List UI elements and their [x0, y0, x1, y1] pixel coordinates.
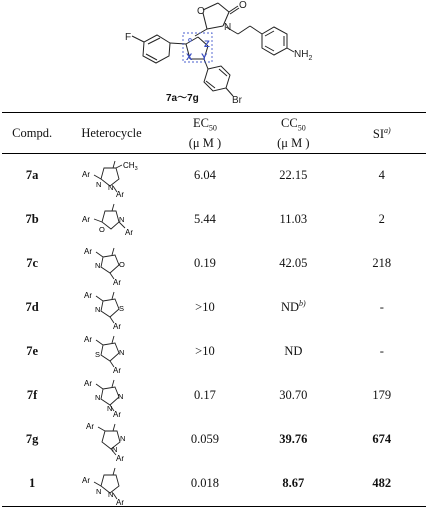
svg-text:Ar: Ar: [115, 497, 124, 505]
svg-text:Ar: Ar: [112, 277, 121, 285]
scaffold-label-oxo: O: [239, 0, 247, 11]
cell-ec50: >10: [195, 300, 215, 314]
svg-text:N: N: [107, 489, 113, 499]
cell-heterocycle: [62, 242, 160, 286]
cell-si: 4: [378, 168, 385, 182]
svg-text:Ar: Ar: [81, 475, 90, 485]
cell-heterocycle: [62, 286, 160, 330]
table-row: [2, 198, 426, 242]
cell-cc50: 30.70: [279, 388, 308, 402]
svg-text:N: N: [95, 486, 101, 496]
scaffold-label-nh2: $NH_2$: [294, 49, 313, 62]
scaffold-label-br: Br: [232, 95, 242, 106]
cell-compd: 7g: [25, 432, 39, 446]
svg-text:Ar: Ar: [112, 409, 121, 417]
table-row: [2, 242, 426, 286]
table-row: [2, 374, 426, 418]
svg-text:Ar: Ar: [83, 246, 92, 256]
svg-text:Ar: Ar: [83, 378, 92, 388]
cell-cc50: 42.05: [279, 256, 308, 270]
svg-text:N: N: [118, 347, 124, 357]
cell-ec50: 0.19: [194, 256, 216, 270]
scaffold-label-x: X: [186, 52, 193, 63]
svg-text:N: N: [107, 182, 113, 192]
cell-ec50: 0.059: [190, 432, 219, 446]
svg-text:N: N: [94, 304, 100, 314]
cell-heterocycle: [62, 153, 160, 198]
table-header-row: [2, 113, 426, 154]
heterocycle-structure-1: [72, 463, 152, 505]
scaffold-label-ring-o: O: [197, 6, 205, 17]
svg-text:Ar: Ar: [112, 365, 121, 373]
svg-text:N: N: [117, 391, 123, 401]
svg-text:O: O: [118, 259, 125, 269]
svg-text:N: N: [94, 260, 100, 270]
sar-table: [2, 112, 426, 507]
cell-si: -: [379, 300, 384, 314]
scaffold-label-ring-n: N: [224, 22, 232, 33]
cell-compd: 7d: [25, 300, 39, 314]
table-row: [2, 462, 426, 507]
cell-si: 674: [372, 432, 392, 446]
heterocycle-structure-7g: [72, 419, 152, 461]
svg-text:Ar: Ar: [83, 334, 92, 344]
cell-si: 2: [378, 212, 385, 226]
cell-ec50: 0.17: [194, 388, 216, 402]
svg-text:O: O: [98, 224, 105, 234]
cell-cc50: ND: [284, 344, 303, 358]
svg-text:N: N: [111, 444, 117, 454]
heterocycle-structure-7b: [72, 199, 152, 241]
svg-text:Ar: Ar: [85, 421, 94, 431]
cell-cc50: 11.03: [279, 212, 308, 226]
svg-text:N: N: [118, 214, 124, 224]
svg-text:S: S: [94, 349, 100, 359]
table-row: [2, 330, 426, 374]
cell-si: 482: [372, 476, 392, 490]
scaffold-label-y: Y: [201, 52, 208, 63]
cell-heterocycle: [62, 374, 160, 418]
header-cc50: $CC_{50}$ (μ M ): [277, 116, 310, 150]
cell-ec50: >10: [195, 344, 215, 358]
svg-text:S: S: [118, 303, 124, 313]
svg-text:Ar: Ar: [115, 453, 124, 461]
cell-cc50: 22.15: [279, 168, 308, 182]
svg-text:N: N: [106, 403, 112, 413]
svg-text:Ar: Ar: [112, 321, 121, 329]
svg-text:Ar: Ar: [83, 290, 92, 300]
svg-text:CH3: $CH_3$: [122, 160, 138, 172]
cell-heterocycle: [62, 330, 160, 374]
scaffold-label-z: Z: [204, 39, 210, 50]
cell-cc50: 39.76: [279, 432, 308, 446]
cell-si: -: [379, 344, 384, 358]
svg-text:Ar: Ar: [81, 214, 90, 224]
cell-cc50: ND$^{b)}$: [280, 299, 306, 315]
cell-heterocycle: [62, 198, 160, 242]
cell-compd: 7e: [26, 344, 39, 358]
table-row: [2, 153, 426, 198]
svg-text:N: N: [95, 179, 101, 189]
heterocycle-structure-7c: [72, 243, 152, 285]
cell-compd: 7b: [25, 212, 39, 226]
heterocycle-structure-7a: [72, 155, 152, 197]
table-row: [2, 286, 426, 330]
header-ec50: $EC_{50}$ (μ M ): [188, 116, 222, 150]
cell-compd: 7f: [26, 388, 38, 402]
table-row: [2, 418, 426, 462]
cell-compd: 1: [29, 476, 36, 490]
scaffold-label-f: F: [125, 32, 132, 43]
heterocycle-structure-7d: [72, 287, 152, 329]
heterocycle-structure-7e: [72, 331, 152, 373]
cell-si: 179: [372, 388, 392, 402]
cell-si: 218: [372, 256, 392, 270]
scaffold-structure: [0, 0, 428, 110]
cell-compd: 7c: [26, 256, 39, 270]
cell-compd: 7a: [25, 168, 39, 182]
scaffold-caption: 7a〜7g: [166, 93, 199, 104]
cell-heterocycle: [62, 418, 160, 462]
cell-ec50: 5.44: [194, 212, 216, 226]
heterocycle-structure-7f: [72, 375, 152, 417]
cell-ec50: 0.018: [190, 476, 219, 490]
header-heterocycle: Heterocycle: [81, 125, 142, 140]
header-si: SI$^{a)}$: [372, 126, 391, 142]
svg-text:N: N: [94, 392, 100, 402]
svg-text:Ar: Ar: [115, 189, 124, 197]
svg-text:Ar: Ar: [124, 227, 133, 237]
cell-cc50: 8.67: [282, 476, 305, 490]
svg-text:N: N: [119, 433, 125, 443]
cell-heterocycle: [62, 462, 160, 507]
cell-ec50: 6.04: [194, 168, 216, 182]
svg-text:Ar: Ar: [81, 169, 90, 179]
header-compd: Compd.: [12, 125, 53, 140]
